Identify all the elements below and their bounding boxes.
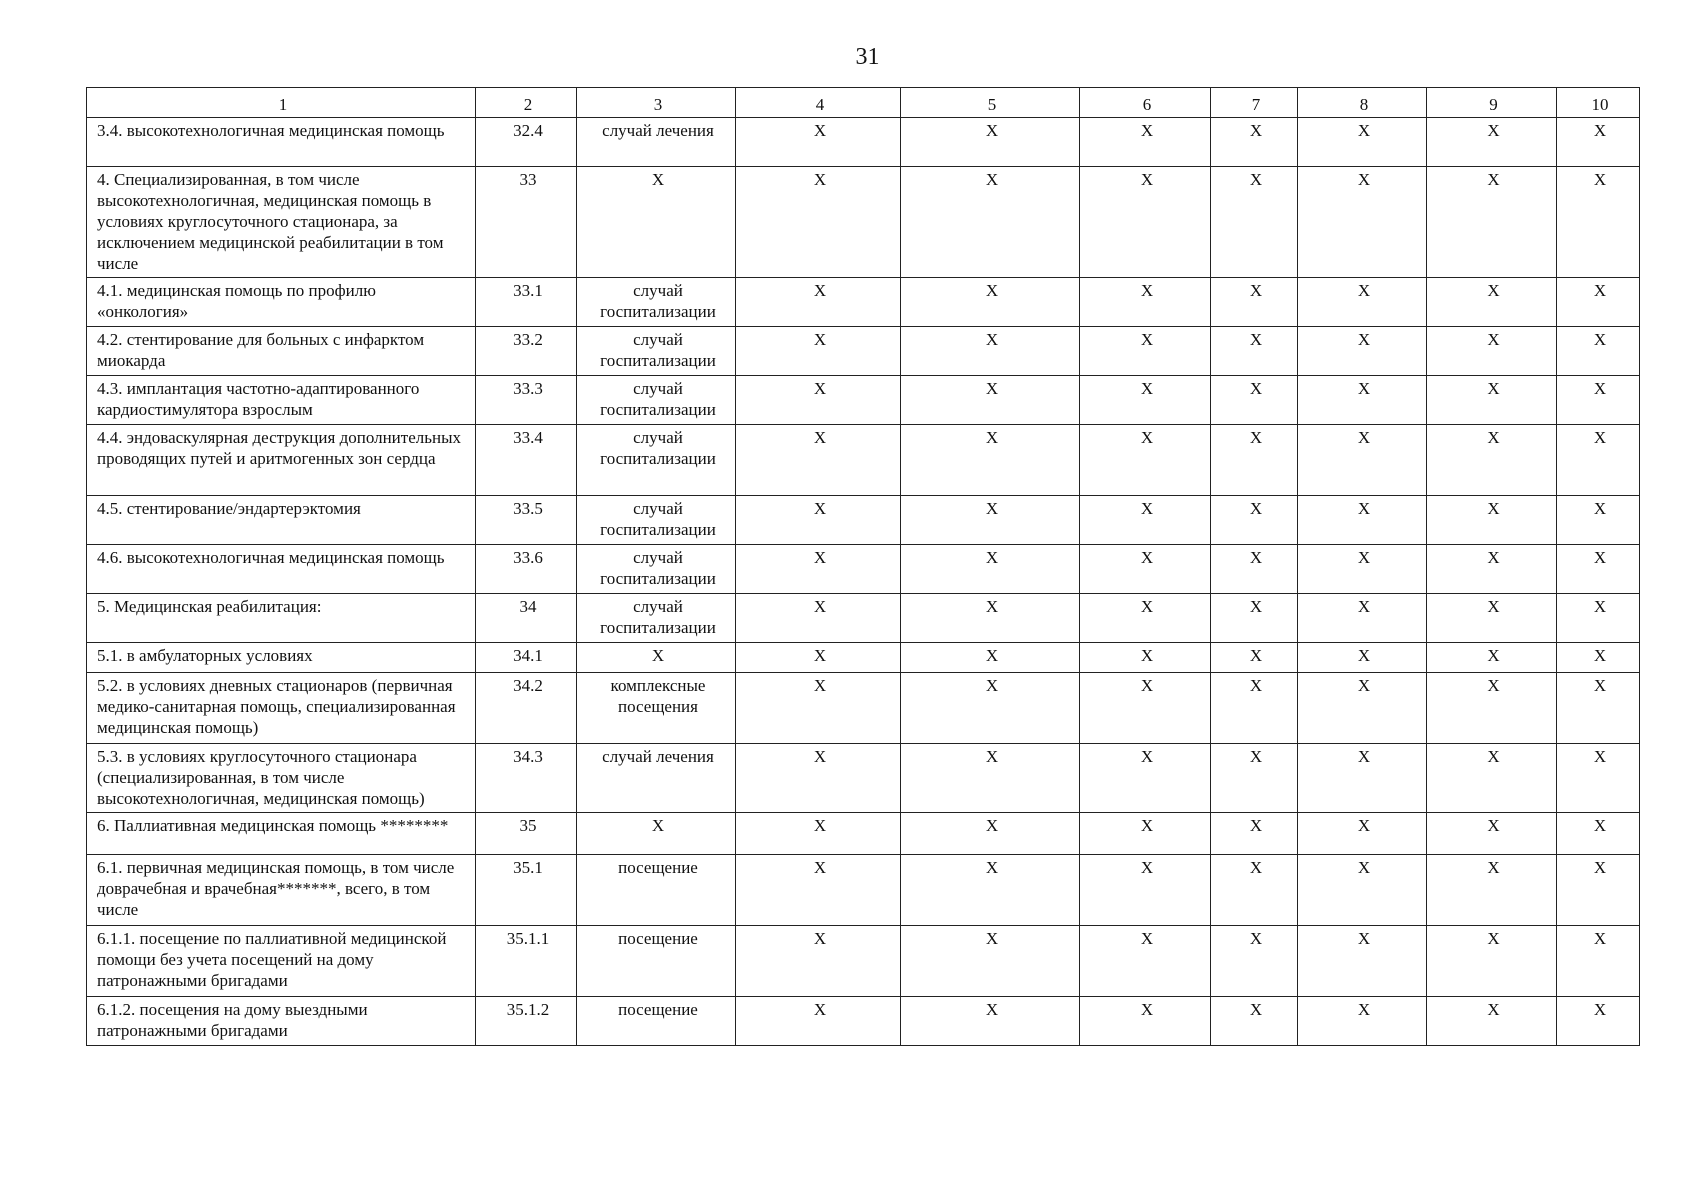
row-name: 4.3. имплантация частотно-адаптированного кардиостимулятора взрослым [87,376,476,425]
row-unit: комплексные посещения [577,673,736,744]
cell-value: Х [736,855,901,926]
cell-value: Х [736,813,901,855]
table-row [87,278,1640,327]
row-unit: случай госпитализации [577,545,736,594]
page-number: 31 [855,44,880,70]
cell-value: Х [901,926,1080,997]
cell-value: Х [1427,496,1557,545]
row-name: 4. Специализированная, в том числе высокотехнологичная, медицинская помощь в условиях круглосуточного стационара, за исключением медицинской реабилитации в том числе [87,167,476,278]
cell-value: Х [1427,594,1557,643]
cell-value: Х [1080,813,1211,855]
row-unit: случай госпитализации [577,376,736,425]
cell-value: Х [1557,673,1640,744]
row-unit: случай госпитализации [577,278,736,327]
cell-value: Х [901,855,1080,926]
cell-value: Х [1298,926,1427,997]
cell-value: Х [1557,376,1640,425]
row-code: 34 [476,594,577,643]
table-header [87,88,1640,118]
cell-value: Х [1211,744,1298,813]
row-code: 33 [476,167,577,278]
cell-value: Х [736,118,901,167]
cell-value: Х [1427,545,1557,594]
table-row [87,496,1640,545]
cell-value: Х [1427,926,1557,997]
cell-value: Х [736,926,901,997]
cell-value: Х [736,643,901,673]
row-unit: Х [577,167,736,278]
table-row [87,926,1640,997]
row-unit: случай госпитализации [577,327,736,376]
table-row [87,643,1640,673]
cell-value: Х [736,278,901,327]
table-row [87,327,1640,376]
cell-value: Х [1211,997,1298,1046]
column-header: 4 [736,88,901,118]
table-row [87,545,1640,594]
cell-value: Х [1298,425,1427,496]
cell-value: Х [1211,855,1298,926]
row-unit: посещение [577,926,736,997]
cell-value: Х [1557,594,1640,643]
cell-value: Х [1427,118,1557,167]
cell-value: Х [1080,118,1211,167]
row-code: 35.1 [476,855,577,926]
row-unit: случай лечения [577,744,736,813]
cell-value: Х [1080,425,1211,496]
cell-value: Х [1080,496,1211,545]
cell-value: Х [1427,376,1557,425]
cell-value: Х [1298,118,1427,167]
cell-value: Х [1080,997,1211,1046]
cell-value: Х [1298,167,1427,278]
cell-value: Х [1427,167,1557,278]
row-code: 34.2 [476,673,577,744]
cell-value: Х [1557,855,1640,926]
row-name: 3.4. высокотехнологичная медицинская помощь [87,118,476,167]
cell-value: Х [1557,425,1640,496]
cell-value: Х [1557,118,1640,167]
table-row [87,167,1640,278]
cell-value: Х [901,673,1080,744]
cell-value: Х [901,594,1080,643]
cell-value: Х [901,744,1080,813]
cell-value: Х [1211,594,1298,643]
row-name: 4.2. стентирование для больных с инфарктом миокарда [87,327,476,376]
table-row [87,594,1640,643]
cell-value: Х [1211,926,1298,997]
table-row [87,118,1640,167]
cell-value: Х [1298,278,1427,327]
cell-value: Х [1298,855,1427,926]
column-header: 6 [1080,88,1211,118]
cell-value: Х [901,643,1080,673]
row-unit: Х [577,813,736,855]
cell-value: Х [1080,594,1211,643]
cell-value: Х [1298,327,1427,376]
row-code: 33.4 [476,425,577,496]
row-unit: посещение [577,855,736,926]
cell-value: Х [901,278,1080,327]
table-row [87,376,1640,425]
cell-value: Х [1080,744,1211,813]
cell-value: Х [1211,425,1298,496]
cell-value: Х [1211,813,1298,855]
table-row [87,997,1640,1046]
cell-value: Х [1427,813,1557,855]
row-code: 33.2 [476,327,577,376]
row-code: 32.4 [476,118,577,167]
row-unit: случай госпитализации [577,594,736,643]
cell-value: Х [736,594,901,643]
row-name: 4.6. высокотехнологичная медицинская помощь [87,545,476,594]
cell-value: Х [1557,813,1640,855]
cell-value: Х [1427,855,1557,926]
row-name: 5.1. в амбулаторных условиях [87,643,476,673]
cell-value: Х [1211,496,1298,545]
cell-value: Х [1211,673,1298,744]
cell-value: Х [901,327,1080,376]
cell-value: Х [1298,673,1427,744]
cell-value: Х [1080,855,1211,926]
column-header: 9 [1427,88,1557,118]
cell-value: Х [736,376,901,425]
row-name: 5.3. в условиях круглосуточного стационара (специализированная, в том числе высокотехнологичная, медицинская помощь) [87,744,476,813]
cell-value: Х [1211,278,1298,327]
cell-value: Х [1211,118,1298,167]
cell-value: Х [736,167,901,278]
cell-value: Х [1211,167,1298,278]
cell-value: Х [901,376,1080,425]
cell-value: Х [1211,643,1298,673]
cell-value: Х [901,118,1080,167]
cell-value: Х [1211,545,1298,594]
row-name: 6.1.2. посещения на дому выездными патронажными бригадами [87,997,476,1046]
column-header: 2 [476,88,577,118]
cell-value: Х [901,813,1080,855]
row-code: 34.1 [476,643,577,673]
cell-value: Х [1557,643,1640,673]
row-name: 4.1. медицинская помощь по профилю «онкология» [87,278,476,327]
cell-value: Х [1080,278,1211,327]
row-code: 33.6 [476,545,577,594]
cell-value: Х [1080,673,1211,744]
table-row [87,425,1640,496]
row-unit: случай госпитализации [577,496,736,545]
cell-value: Х [1080,327,1211,376]
cell-value: Х [1080,545,1211,594]
row-code: 33.5 [476,496,577,545]
cell-value: Х [736,997,901,1046]
row-code: 35.1.1 [476,926,577,997]
cell-value: Х [1557,545,1640,594]
cell-value: Х [901,496,1080,545]
row-unit: случай госпитализации [577,425,736,496]
cell-value: Х [1298,997,1427,1046]
row-unit: посещение [577,997,736,1046]
cell-value: Х [1298,594,1427,643]
cell-value: Х [1298,376,1427,425]
cell-value: Х [1298,643,1427,673]
cell-value: Х [1080,376,1211,425]
row-code: 35 [476,813,577,855]
row-code: 34.3 [476,744,577,813]
cell-value: Х [1211,327,1298,376]
row-name: 4.4. эндоваскулярная деструкция дополнительных проводящих путей и аритмогенных зон сердца [87,425,476,496]
column-header: 1 [87,88,476,118]
cell-value: Х [736,673,901,744]
column-header: 8 [1298,88,1427,118]
table-row [87,673,1640,744]
header-row [87,88,1640,118]
cell-value: Х [1427,643,1557,673]
cell-value: Х [901,425,1080,496]
cell-value: Х [901,997,1080,1046]
cell-value: Х [736,496,901,545]
data-table [86,87,1640,1046]
row-unit: случай лечения [577,118,736,167]
cell-value: Х [1298,813,1427,855]
cell-value: Х [1557,167,1640,278]
cell-value: Х [1557,278,1640,327]
row-unit: Х [577,643,736,673]
row-name: 6.1. первичная медицинская помощь, в том числе доврачебная и врачебная*******, всего, в том числе [87,855,476,926]
column-header: 10 [1557,88,1640,118]
row-name: 6.1.1. посещение по паллиативной медицинской помощи без учета посещений на дому патронажными бригадами [87,926,476,997]
table-row [87,855,1640,926]
row-name: 6. Паллиативная медицинская помощь ******** [87,813,476,855]
cell-value: Х [1557,496,1640,545]
row-code: 33.3 [476,376,577,425]
cell-value: Х [736,425,901,496]
cell-value: Х [1427,673,1557,744]
cell-value: Х [1557,997,1640,1046]
cell-value: Х [1080,926,1211,997]
cell-value: Х [1427,327,1557,376]
cell-value: Х [1080,643,1211,673]
cell-value: Х [736,327,901,376]
cell-value: Х [1557,926,1640,997]
row-name: 5.2. в условиях дневных стационаров (первичная медико-санитарная помощь, специализированная медицинская помощь) [87,673,476,744]
row-name: 4.5. стентирование/эндартерэктомия [87,496,476,545]
row-code: 35.1.2 [476,997,577,1046]
cell-value: Х [1427,997,1557,1046]
cell-value: Х [1427,744,1557,813]
cell-value: Х [901,167,1080,278]
cell-value: Х [1298,744,1427,813]
table-row [87,744,1640,813]
cell-value: Х [1211,376,1298,425]
cell-value: Х [901,545,1080,594]
cell-value: Х [1557,744,1640,813]
row-code: 33.1 [476,278,577,327]
cell-value: Х [1298,545,1427,594]
column-header: 5 [901,88,1080,118]
cell-value: Х [736,545,901,594]
cell-value: Х [1427,425,1557,496]
row-name: 5. Медицинская реабилитация: [87,594,476,643]
cell-value: Х [736,744,901,813]
table-row [87,813,1640,855]
cell-value: Х [1557,327,1640,376]
cell-value: Х [1427,278,1557,327]
cell-value: Х [1080,167,1211,278]
column-header: 7 [1211,88,1298,118]
column-header: 3 [577,88,736,118]
cell-value: Х [1298,496,1427,545]
